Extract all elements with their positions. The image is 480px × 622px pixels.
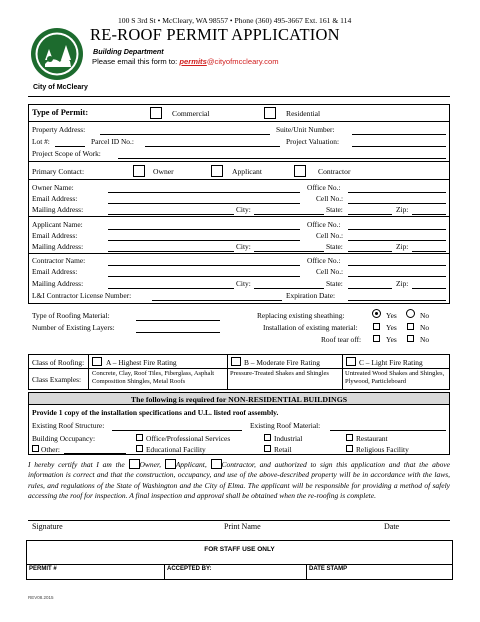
- scope-label: Project Scope of Work:: [32, 149, 101, 158]
- certify-contractor-checkbox[interactable]: [211, 459, 222, 469]
- owner-mailing-field[interactable]: [108, 214, 234, 215]
- roofing-class-label: Class of Roofing:: [32, 358, 85, 367]
- permit-number-label: PERMIT #: [29, 566, 57, 572]
- class-c-label: C – Light Fire Rating: [359, 358, 423, 367]
- educational-occupancy-checkbox[interactable]: [136, 445, 143, 452]
- owner-name-field[interactable]: [108, 192, 300, 193]
- residential-label: Residential: [286, 109, 321, 118]
- existing-material-field[interactable]: [330, 430, 446, 431]
- class-b-checkbox[interactable]: [231, 357, 241, 366]
- expiration-field[interactable]: [348, 300, 446, 301]
- applicant-city-field[interactable]: [254, 251, 324, 252]
- sheathing-label: Replacing existing sheathing:: [257, 311, 345, 320]
- contractor-cell-label: Cell No.:: [316, 267, 344, 276]
- email-instruction: [92, 57, 279, 66]
- occupancy-label: Building Occupancy:: [32, 434, 96, 443]
- property-address-field[interactable]: [100, 134, 270, 135]
- office-occupancy-label: Office/Professional Services: [146, 434, 231, 443]
- email-user-link[interactable]: permits: [179, 57, 207, 66]
- certify-intro: I hereby certify that I am the: [28, 460, 125, 469]
- contractor-city-label: City:: [236, 279, 251, 288]
- valuation-field[interactable]: [352, 146, 446, 147]
- contractor-cell-field[interactable]: [348, 276, 446, 277]
- signature-label: Signature: [32, 522, 63, 531]
- owner-email-label: Email Address:: [32, 194, 78, 203]
- contractor-office-label: Office No.:: [307, 256, 341, 265]
- existing-layers-field[interactable]: [136, 332, 220, 333]
- applicant-office-field[interactable]: [348, 229, 446, 230]
- lot-label: Lot #:: [32, 137, 50, 146]
- email-domain[interactable]: @cityofmccleary.com: [206, 57, 279, 66]
- contractor-office-field[interactable]: [348, 265, 446, 266]
- owner-office-field[interactable]: [348, 192, 446, 193]
- owner-city-field[interactable]: [254, 214, 324, 215]
- tearoff-label: Roof tear off:: [321, 335, 362, 344]
- office-occupancy-checkbox[interactable]: [136, 434, 143, 441]
- city-name: City of McCleary: [33, 84, 88, 91]
- owner-zip-field[interactable]: [412, 214, 446, 215]
- divider: [28, 161, 450, 162]
- city-seal-logo: [30, 27, 84, 81]
- restaurant-occupancy-checkbox[interactable]: [346, 434, 353, 441]
- owner-name-label: Owner Name:: [32, 183, 74, 192]
- tearoff-yes-label: Yes: [386, 335, 397, 344]
- owner-state-label: State:: [326, 205, 343, 214]
- staff-use-heading: FOR STAFF USE ONLY: [204, 546, 275, 553]
- applicant-email-field[interactable]: [108, 240, 300, 241]
- divider: [28, 121, 450, 122]
- certify-applicant-label: Applicant,: [175, 460, 207, 469]
- signature-line[interactable]: [28, 520, 450, 521]
- parcel-label: Parcel ID No.:: [91, 137, 134, 146]
- sheathing-yes-label: Yes: [386, 311, 397, 320]
- property-address-label: Property Address:: [32, 125, 86, 134]
- contractor-mailing-field[interactable]: [108, 288, 234, 289]
- owner-cell-label: Cell No.:: [316, 194, 344, 203]
- class-b-label: B – Moderate Fire Rating: [244, 358, 320, 367]
- owner-state-field[interactable]: [348, 214, 392, 215]
- class-a-examples: Concrete, Clay, Roof Tiles, Fiberglass, Asphalt Composition Shingles, Metal Roofs: [92, 370, 215, 385]
- contractor-email-label: Email Address:: [32, 267, 78, 276]
- class-a-checkbox[interactable]: [92, 357, 102, 366]
- owner-cell-field[interactable]: [348, 203, 446, 204]
- certify-owner-label: Owner,: [139, 460, 161, 469]
- sheathing-no-label: No: [420, 311, 430, 320]
- contractor-mailing-label: Mailing Address:: [32, 279, 84, 288]
- nonresidential-instruction: Provide 1 copy of the installation specifications and U.L. listed roof assembly.: [32, 408, 279, 417]
- class-b-examples: Pressure-Treated Shakes and Shingles: [230, 370, 329, 377]
- installation-no-label: No: [420, 323, 430, 332]
- revision-code: REV08.2015: [28, 595, 54, 600]
- divider: [28, 179, 450, 180]
- roofing-material-field[interactable]: [136, 320, 220, 321]
- other-checkbox[interactable]: [32, 445, 39, 452]
- print-name-label: Print Name: [224, 522, 261, 531]
- accepted-by-label: ACCEPTED BY:: [167, 566, 212, 572]
- owner-zip-label: Zip:: [396, 205, 409, 214]
- divider: [88, 354, 89, 390]
- divider: [342, 354, 343, 390]
- religious-occupancy-checkbox[interactable]: [346, 445, 353, 452]
- contractor-name-field[interactable]: [108, 265, 300, 266]
- applicant-contact-checkbox[interactable]: [211, 165, 223, 177]
- other-label: Other:: [41, 445, 60, 454]
- department-name: Building Department: [93, 47, 164, 56]
- divider: [227, 354, 228, 390]
- lot-field[interactable]: [55, 146, 85, 147]
- applicant-name-field[interactable]: [108, 229, 300, 230]
- certify-applicant-checkbox[interactable]: [165, 459, 176, 469]
- existing-layers-label: Number of Existing Layers:: [32, 323, 115, 332]
- certification-text: [28, 459, 450, 502]
- sheathing-no-radio[interactable]: [406, 309, 415, 318]
- primary-contact-label: Primary Contact:: [32, 167, 85, 176]
- divider: [28, 368, 450, 369]
- contractor-city-field[interactable]: [254, 288, 324, 289]
- tearoff-no-checkbox[interactable]: [407, 335, 414, 342]
- certify-owner-checkbox[interactable]: [129, 459, 140, 469]
- applicant-contact-label: Applicant: [232, 167, 262, 176]
- educational-occupancy-label: Educational Facility: [146, 445, 206, 454]
- applicant-zip-field[interactable]: [412, 251, 446, 252]
- applicant-state-label: State:: [326, 242, 343, 251]
- applicant-mailing-field[interactable]: [108, 251, 234, 252]
- class-c-checkbox[interactable]: [346, 357, 356, 366]
- certify-body: above information is correct and that the construction, occupancy, and use of the above-described property will be in accordance with the laws, rules, and regulations of the State of Washington and the City of Elma. The applicant will be responsible for providing a method of safely accessing the roof for inspection. A final inspection and approval shall be obtained when the re-roofing is complete.: [28, 460, 451, 501]
- contractor-zip-field[interactable]: [412, 288, 446, 289]
- email-prompt: Please email this form to:: [92, 57, 180, 66]
- roofing-material-label: Type of Roofing Material:: [32, 311, 110, 320]
- owner-office-label: Office No.:: [307, 183, 341, 192]
- contractor-contact-label: Contractor: [318, 167, 351, 176]
- parcel-field[interactable]: [145, 146, 280, 147]
- commercial-checkbox[interactable]: [150, 107, 162, 119]
- sheathing-yes-radio[interactable]: [372, 309, 381, 318]
- license-field[interactable]: [152, 300, 282, 301]
- applicant-cell-label: Cell No.:: [316, 231, 344, 240]
- installation-no-checkbox[interactable]: [407, 323, 414, 330]
- industrial-occupancy-label: Industrial: [274, 434, 303, 443]
- divider: [306, 564, 307, 580]
- class-examples-label: Class Examples:: [32, 375, 82, 384]
- religious-occupancy-label: Religious Facility: [356, 445, 409, 454]
- contractor-state-label: State:: [326, 279, 343, 288]
- owner-mailing-label: Mailing Address:: [32, 205, 84, 214]
- existing-material-label: Existing Roof Material:: [250, 421, 321, 430]
- license-label: L&I Contractor License Number:: [32, 291, 132, 300]
- owner-email-field[interactable]: [108, 203, 300, 204]
- date-stamp-label: DATE STAMP: [309, 566, 348, 572]
- divider: [164, 564, 165, 580]
- contractor-name-label: Contractor Name:: [32, 256, 86, 265]
- nonresidential-heading: The following is required for NON-RESIDENTIAL BUILDINGS: [130, 395, 348, 404]
- class-a-label: A – Highest Fire Rating: [106, 358, 177, 367]
- scope-field[interactable]: [118, 158, 446, 159]
- restaurant-occupancy-label: Restaurant: [356, 434, 388, 443]
- valuation-label: Project Valuation:: [286, 137, 340, 146]
- permit-type-label: Type of Permit:: [32, 108, 89, 117]
- applicant-city-label: City:: [236, 242, 251, 251]
- retail-occupancy-label: Retail: [274, 445, 292, 454]
- divider: [26, 564, 453, 565]
- contractor-email-field[interactable]: [108, 276, 300, 277]
- office-address: 100 S 3rd St • McCleary, WA 98557 • Phone (360) 495-3667 Ext. 161 & 114: [118, 16, 352, 25]
- existing-structure-field[interactable]: [112, 430, 242, 431]
- tearoff-no-label: No: [420, 335, 430, 344]
- owner-city-label: City:: [236, 205, 251, 214]
- existing-structure-label: Existing Roof Structure:: [32, 421, 105, 430]
- retail-occupancy-checkbox[interactable]: [264, 445, 271, 452]
- header-rule: [28, 96, 450, 97]
- owner-contact-checkbox[interactable]: [133, 165, 145, 177]
- other-field[interactable]: [64, 453, 126, 454]
- applicant-name-label: Applicant Name:: [32, 220, 83, 229]
- date-label: Date: [384, 522, 400, 531]
- industrial-occupancy-checkbox[interactable]: [264, 434, 271, 441]
- tearoff-yes-checkbox[interactable]: [373, 335, 380, 342]
- expiration-label: Expiration Date:: [286, 291, 336, 300]
- certify-contractor-text: Contractor, and authorized to sign this application and that the: [221, 460, 429, 469]
- suite-label: Suite/Unit Number:: [276, 125, 335, 134]
- applicant-state-field[interactable]: [348, 251, 392, 252]
- owner-contact-label: Owner: [153, 167, 174, 176]
- installation-yes-checkbox[interactable]: [373, 323, 380, 330]
- applicant-email-label: Email Address:: [32, 231, 78, 240]
- contractor-zip-label: Zip:: [396, 279, 409, 288]
- form-title: RE-ROOF PERMIT APPLICATION: [90, 25, 340, 44]
- residential-checkbox[interactable]: [264, 107, 276, 119]
- installation-yes-label: Yes: [386, 323, 397, 332]
- contractor-state-field[interactable]: [348, 288, 392, 289]
- suite-field[interactable]: [352, 134, 446, 135]
- divider: [28, 253, 450, 254]
- divider: [28, 216, 450, 217]
- contractor-contact-checkbox[interactable]: [294, 165, 306, 177]
- applicant-office-label: Office No.:: [307, 220, 341, 229]
- commercial-label: Commercial: [172, 109, 210, 118]
- installation-label: Installation of existing material:: [263, 323, 358, 332]
- applicant-zip-label: Zip:: [396, 242, 409, 251]
- applicant-mailing-label: Mailing Address:: [32, 242, 84, 251]
- class-c-examples: Untreated Wood Shakes and Shingles, Plywood, Particleboard: [345, 370, 445, 385]
- applicant-cell-field[interactable]: [348, 240, 446, 241]
